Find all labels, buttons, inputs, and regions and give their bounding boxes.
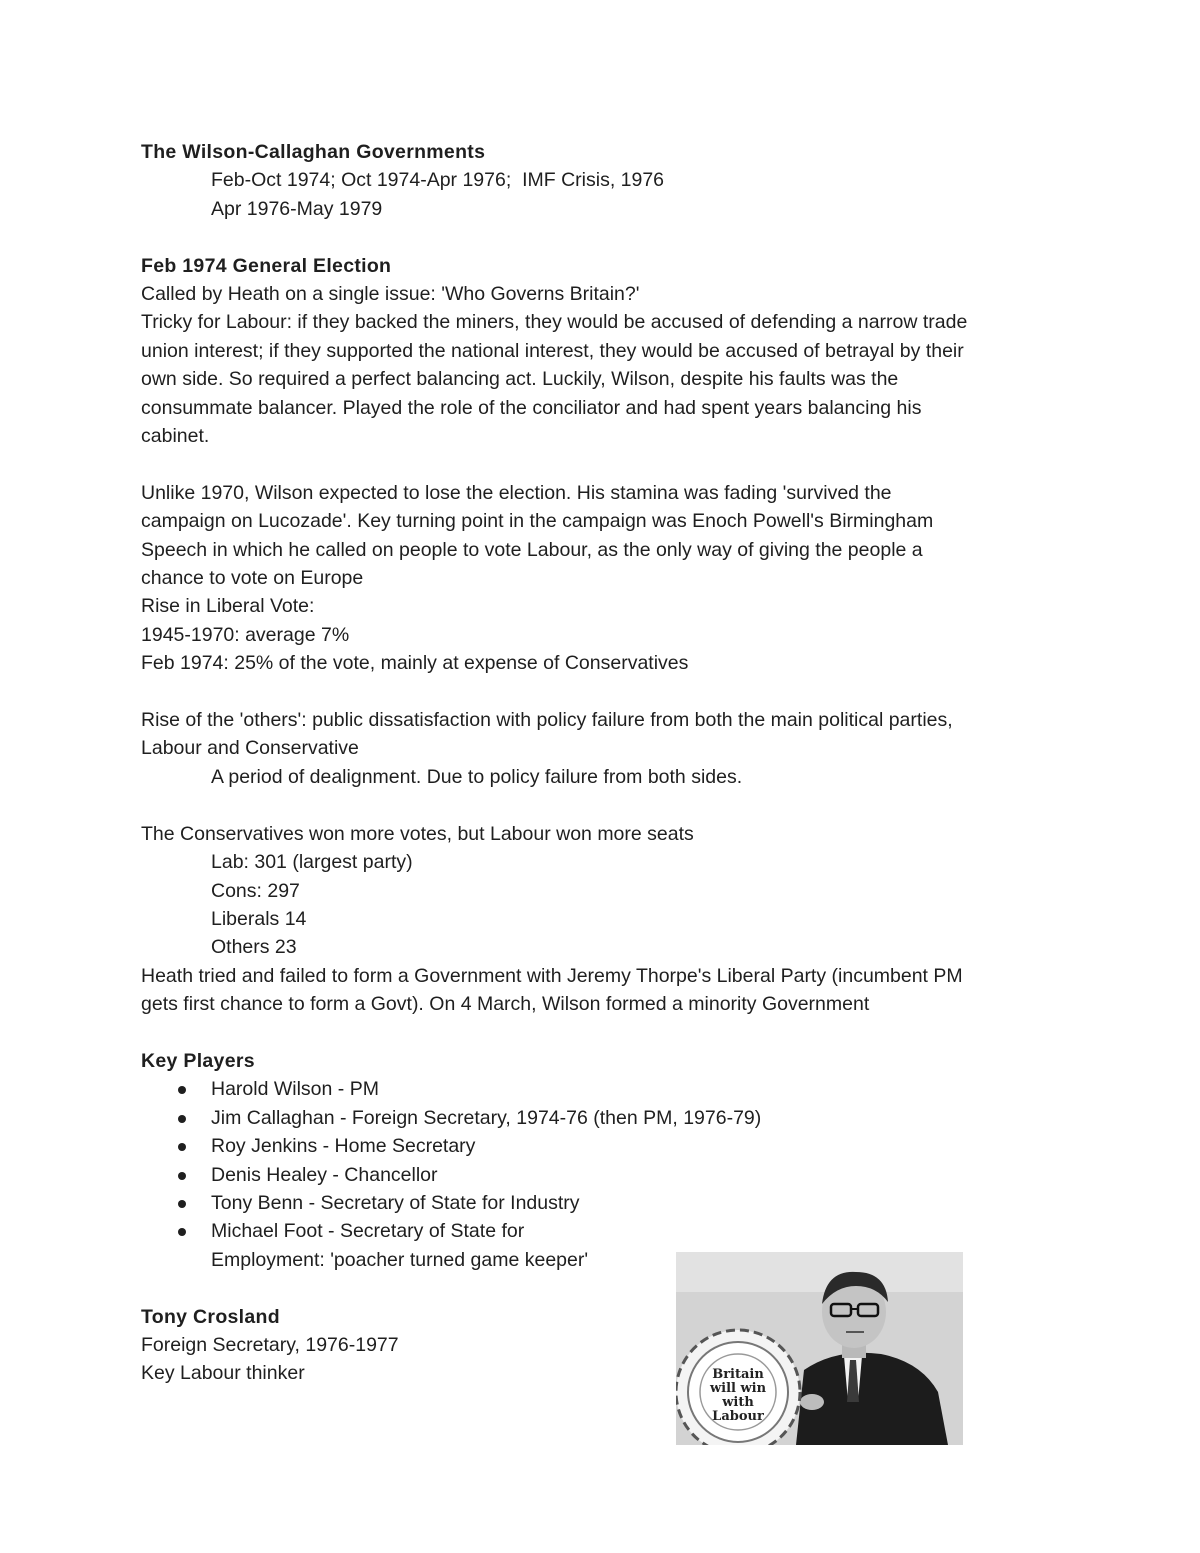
liberal-vote-line: Feb 1974: 25% of the vote, mainly at expense of Conservatives — [141, 652, 689, 675]
seat-count: Others 23 — [211, 936, 297, 959]
campaign-paragraph: chance to vote on Europe — [141, 567, 364, 590]
svg-text:Britain: Britain — [712, 1367, 764, 1382]
photo-illustration — [676, 1252, 963, 1445]
others-paragraph: Rise of the 'others': public dissatisfaction with policy failure from both the main political parties, — [141, 709, 953, 732]
election-paragraph: consummate balancer. Played the role of the conciliator and had spent years balancing his — [141, 396, 922, 419]
bullet-icon — [178, 1115, 186, 1123]
election-paragraph: cabinet. — [141, 425, 210, 448]
list-item: Denis Healey - Chancellor — [141, 1161, 1071, 1189]
list-item: Michael Foot - Secretary of State for Employment: 'poacher turned game keeper' — [141, 1217, 1071, 1274]
seat-count: Lab: 301 (largest party) — [211, 851, 413, 874]
outcome-paragraph: Heath tried and failed to form a Government with Jeremy Thorpe's Liberal Party (incumbent PM — [141, 964, 963, 987]
document-title: The Wilson-Callaghan Governments — [141, 141, 486, 163]
document-body — [141, 138, 1071, 1388]
election-heading: Feb 1974 General Election — [141, 254, 392, 277]
tony-crosland-photo — [676, 1252, 963, 1445]
key-players-list — [141, 1075, 1071, 1274]
seat-count: Cons: 297 — [211, 879, 300, 902]
key-players-heading: Key Players — [141, 1049, 255, 1072]
subtitle-line: Feb-Oct 1974; Oct 1974-Apr 1976; IMF Crisis, 1976 — [211, 169, 665, 192]
bullet-icon — [178, 1143, 186, 1151]
election-paragraph: Called by Heath on a single issue: 'Who Governs Britain?' — [141, 283, 640, 306]
campaign-paragraph: campaign on Lucozade'. Key turning point in the campaign was Enoch Powell's Birmingham — [141, 510, 934, 533]
seat-count: Liberals 14 — [211, 907, 307, 930]
list-item: Tony Benn - Secretary of State for Industry — [141, 1189, 1071, 1217]
bullet-icon — [178, 1200, 186, 1208]
list-item: Harold Wilson - PM — [141, 1075, 1071, 1103]
crosland-heading: Tony Crosland — [141, 1305, 280, 1328]
crosland-line: Key Labour thinker — [141, 1362, 305, 1385]
dealignment-note: A period of dealignment. Due to policy failure from both sides. — [211, 765, 743, 788]
campaign-paragraph: Unlike 1970, Wilson expected to lose the election. His stamina was fading 'survived the — [141, 481, 892, 504]
list-item: Roy Jenkins - Home Secretary — [141, 1132, 1071, 1160]
bullet-icon — [178, 1172, 186, 1180]
outcome-paragraph: gets first chance to form a Govt). On 4 March, Wilson formed a minority Government — [141, 993, 870, 1016]
subtitle-line: Apr 1976-May 1979 — [211, 197, 383, 220]
svg-text:with: with — [722, 1395, 754, 1410]
crosland-line: Foreign Secretary, 1976-1977 — [141, 1333, 399, 1356]
votes-line: The Conservatives won more votes, but Labour won more seats — [141, 822, 694, 845]
bullet-icon — [178, 1228, 186, 1236]
election-paragraph: Tricky for Labour: if they backed the miners, they would be accused of defending a narrow trade — [141, 311, 968, 334]
liberal-vote-line: 1945-1970: average 7% — [141, 623, 350, 646]
rosette-icon — [676, 1330, 800, 1445]
election-paragraph: union interest; if they supported the national interest, they would be accused of betrayal by their — [141, 339, 964, 362]
list-item: Jim Callaghan - Foreign Secretary, 1974-76 (then PM, 1976-79) — [141, 1104, 1071, 1132]
campaign-paragraph: Speech in which he called on people to vote Labour, as the only way of giving the people a — [141, 538, 923, 561]
svg-text:Labour: Labour — [712, 1409, 764, 1424]
liberal-vote-line: Rise in Liberal Vote: — [141, 595, 315, 618]
bullet-icon — [178, 1086, 186, 1094]
election-paragraph: own side. So required a perfect balancing act. Luckily, Wilson, despite his faults was the — [141, 368, 899, 391]
others-paragraph: Labour and Conservative — [141, 737, 359, 760]
svg-text:will win: will win — [709, 1381, 767, 1396]
